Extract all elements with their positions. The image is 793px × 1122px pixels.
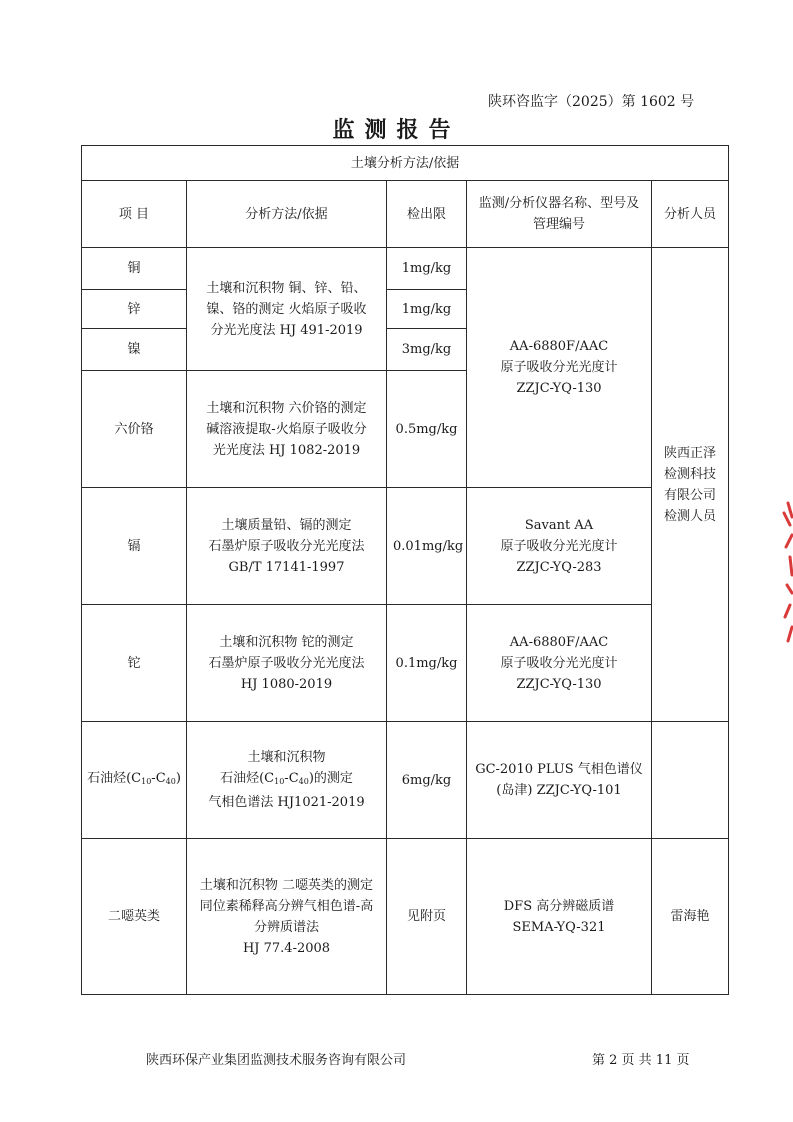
instrument-code: (岛津) ZZJC-YQ-101 (496, 783, 622, 798)
item-cell: 二噁英类 (82, 839, 187, 995)
instrument-model: GC-2010 PLUS 气相色谱仪 (475, 762, 643, 777)
method-standard: GB/T 17141-1997 (228, 559, 345, 575)
method-subscript: 40 (298, 777, 309, 786)
method-cell (187, 605, 387, 722)
item-cell: 镉 (82, 488, 187, 605)
instrument-cell (467, 488, 652, 605)
limit-cell: 1mg/kg (387, 248, 467, 290)
limit-cell: 0.5mg/kg (387, 371, 467, 488)
method-line: 石墨炉原子吸收分光光度法 (208, 655, 365, 671)
table-row (82, 839, 729, 995)
header-method: 分析方法/依据 (187, 181, 387, 248)
instrument-cell (467, 722, 652, 839)
instrument-name: 原子吸收分光光度计 (500, 538, 618, 554)
item-subscript: 40 (165, 777, 176, 786)
table-row (82, 605, 729, 722)
method-line: 石墨炉原子吸收分光光度法 (208, 538, 365, 554)
instrument-model: AA-6880F/AAC (509, 634, 609, 650)
table-caption: 土壤分析方法/依据 (82, 146, 729, 181)
header-instrument: 监测/分析仪器名称、型号及管理编号 (467, 181, 652, 248)
report-number: 陕环咨监字（2025）第 1602 号 (488, 94, 695, 110)
item-cell: 锌 (82, 290, 187, 329)
method-cell (187, 722, 387, 839)
page-title: 监测报告 (332, 118, 461, 143)
instrument-cell (467, 605, 652, 722)
method-cell: 土壤和沉积物 六价铬的测定碱溶液提取-火焰原子吸收分光光度法 HJ 1082-2019 (187, 371, 387, 488)
method-line: 土壤和沉积物 (247, 750, 326, 765)
item-cell: 铜 (82, 248, 187, 290)
instrument-code: ZZJC-YQ-130 (516, 381, 602, 396)
table-header-row (82, 181, 729, 248)
table-row (82, 488, 729, 605)
instrument-code: SEMA-YQ-321 (512, 919, 606, 935)
item-text: 石油烃(C (87, 771, 142, 786)
method-cell: 土壤和沉积物 铜、锌、铅、镍、铬的测定 火焰原子吸收分光光度法 HJ 491-2019 (187, 248, 387, 371)
limit-cell: 6mg/kg (387, 722, 467, 839)
header-item: 项 目 (82, 181, 187, 248)
method-text: -C (284, 771, 299, 786)
instrument-name: 原子吸收分光光度计 (500, 360, 618, 375)
limit-cell: 0.1mg/kg (387, 605, 467, 722)
item-cell: 镍 (82, 329, 187, 371)
item-cell (82, 722, 187, 839)
analyst-cell: 雷海艳 (652, 839, 729, 995)
instrument-code: ZZJC-YQ-130 (516, 676, 602, 692)
table-row (82, 248, 729, 290)
instrument-model: DFS 高分辨磁质谱 (503, 898, 615, 914)
instrument-cell (467, 839, 652, 995)
method-text: 石油烃(C (220, 771, 275, 786)
analysis-method-table (81, 145, 729, 995)
seal-stamp-fragment (768, 495, 793, 645)
header-limit: 检出限 (387, 181, 467, 248)
method-subscript: 10 (274, 777, 285, 786)
method-line: 土壤质量铅、镉的测定 (221, 517, 352, 533)
method-cell (187, 488, 387, 605)
item-subscript: 10 (141, 777, 152, 786)
method-text: )的测定 (308, 771, 353, 786)
instrument-code: ZZJC-YQ-283 (516, 559, 602, 575)
instrument-model: Savant AA (524, 517, 594, 533)
instrument-cell (467, 248, 652, 488)
item-text: -C (151, 771, 166, 786)
method-line (193, 768, 380, 792)
item-cell: 六价铬 (82, 371, 187, 488)
analyst-cell: 陕西正泽检测科技有限公司检测人员 (652, 248, 729, 722)
item-text: ) (175, 771, 181, 786)
method-standard: HJ 77.4-2008 (242, 940, 331, 956)
limit-cell: 见附页 (387, 839, 467, 995)
limit-cell: 3mg/kg (387, 329, 467, 371)
method-standard: HJ 1080-2019 (240, 676, 333, 692)
footer-organization: 陕西环保产业集团监测技术服务咨询有限公司 (146, 1053, 407, 1068)
table-row (82, 722, 729, 839)
limit-cell: 0.01mg/kg (387, 488, 467, 605)
instrument-name: 原子吸收分光光度计 (500, 655, 618, 671)
method-cell (187, 839, 387, 995)
item-cell: 铊 (82, 605, 187, 722)
method-standard: 气相色谱法 HJ1021-2019 (208, 795, 365, 810)
method-line: 土壤和沉积物 铊的测定 (219, 634, 354, 650)
page-number: 第 2 页 共 11 页 (592, 1053, 690, 1068)
instrument-model: AA-6880F/AAC (509, 339, 609, 354)
method-line: 土壤和沉积物 二噁英类的测定 同位素稀释高分辨气相色谱-高分辨质谱法 (199, 877, 374, 935)
analyst-cell-empty (652, 722, 729, 839)
header-analyst: 分析人员 (652, 181, 729, 248)
limit-cell: 1mg/kg (387, 290, 467, 329)
